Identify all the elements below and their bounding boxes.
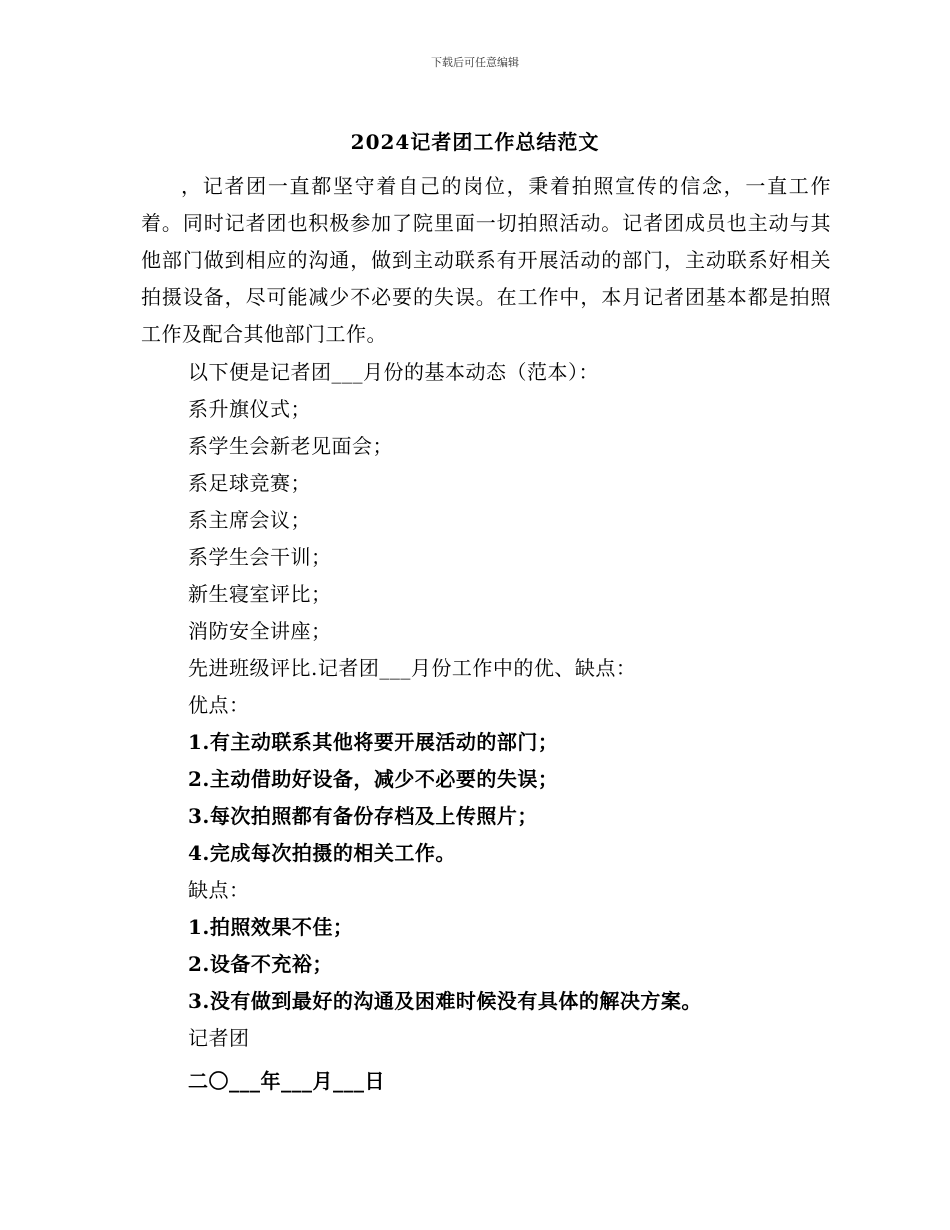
advantages-heading: 优点： [188, 693, 250, 717]
document-title: 2024记者团工作总结范文 [350, 130, 600, 154]
date-line: 二〇___年___月___日 [188, 1069, 385, 1093]
intro-paragraph: ，记者团一直都坚守着自己的岗位，秉着拍照宣传的信念，一直工作着。同时记者团也积极参加了院里面一切拍照活动。记者团成员也主动与其他部门做到相应的沟通，做到主动联系有开展活动的部门，主动联系好相关拍摄设备，尽可能减少不必要的失误。在工作中，本月记者团基本都是拍照工作及配合其他部门工作。 [141, 174, 831, 346]
advantage-item: 4.完成每次拍摄的相关工作。 [188, 841, 456, 865]
disadvantages-heading: 缺点： [188, 878, 250, 902]
list-item: 系足球竞赛； [188, 471, 311, 495]
advantage-item: 3.每次拍照都有备份存档及上传照片； [188, 804, 538, 828]
advantage-item: 1.有主动联系其他将要开展活动的部门； [188, 730, 559, 754]
list-item: 新生寝室评比； [188, 582, 332, 606]
list-item: 系主席会议； [188, 508, 311, 532]
dynamics-intro-line: 以下便是记者团___月份的基本动态（范本）： [188, 360, 599, 384]
disadvantage-item: 3.没有做到最好的沟通及困难时候没有具体的解决方案。 [188, 989, 702, 1013]
list-item: 系升旗仪式； [188, 397, 311, 421]
list-item: 系学生会新老见面会； [188, 434, 393, 458]
page-header-note: 下载后可任意编辑 [431, 56, 519, 69]
advantage-item: 2.主动借助好设备，减少不必要的失误； [188, 767, 559, 791]
list-item: 消防安全讲座； [188, 619, 332, 643]
disadvantage-item: 2.设备不充裕； [188, 952, 333, 976]
list-item: 先进班级评比.记者团___月份工作中的优、缺点： [188, 656, 637, 680]
list-item: 系学生会干训； [188, 545, 332, 569]
signature-line: 记者团 [188, 1026, 250, 1050]
content-lines [188, 354, 848, 1100]
disadvantage-item: 1.拍照效果不佳； [188, 915, 354, 939]
